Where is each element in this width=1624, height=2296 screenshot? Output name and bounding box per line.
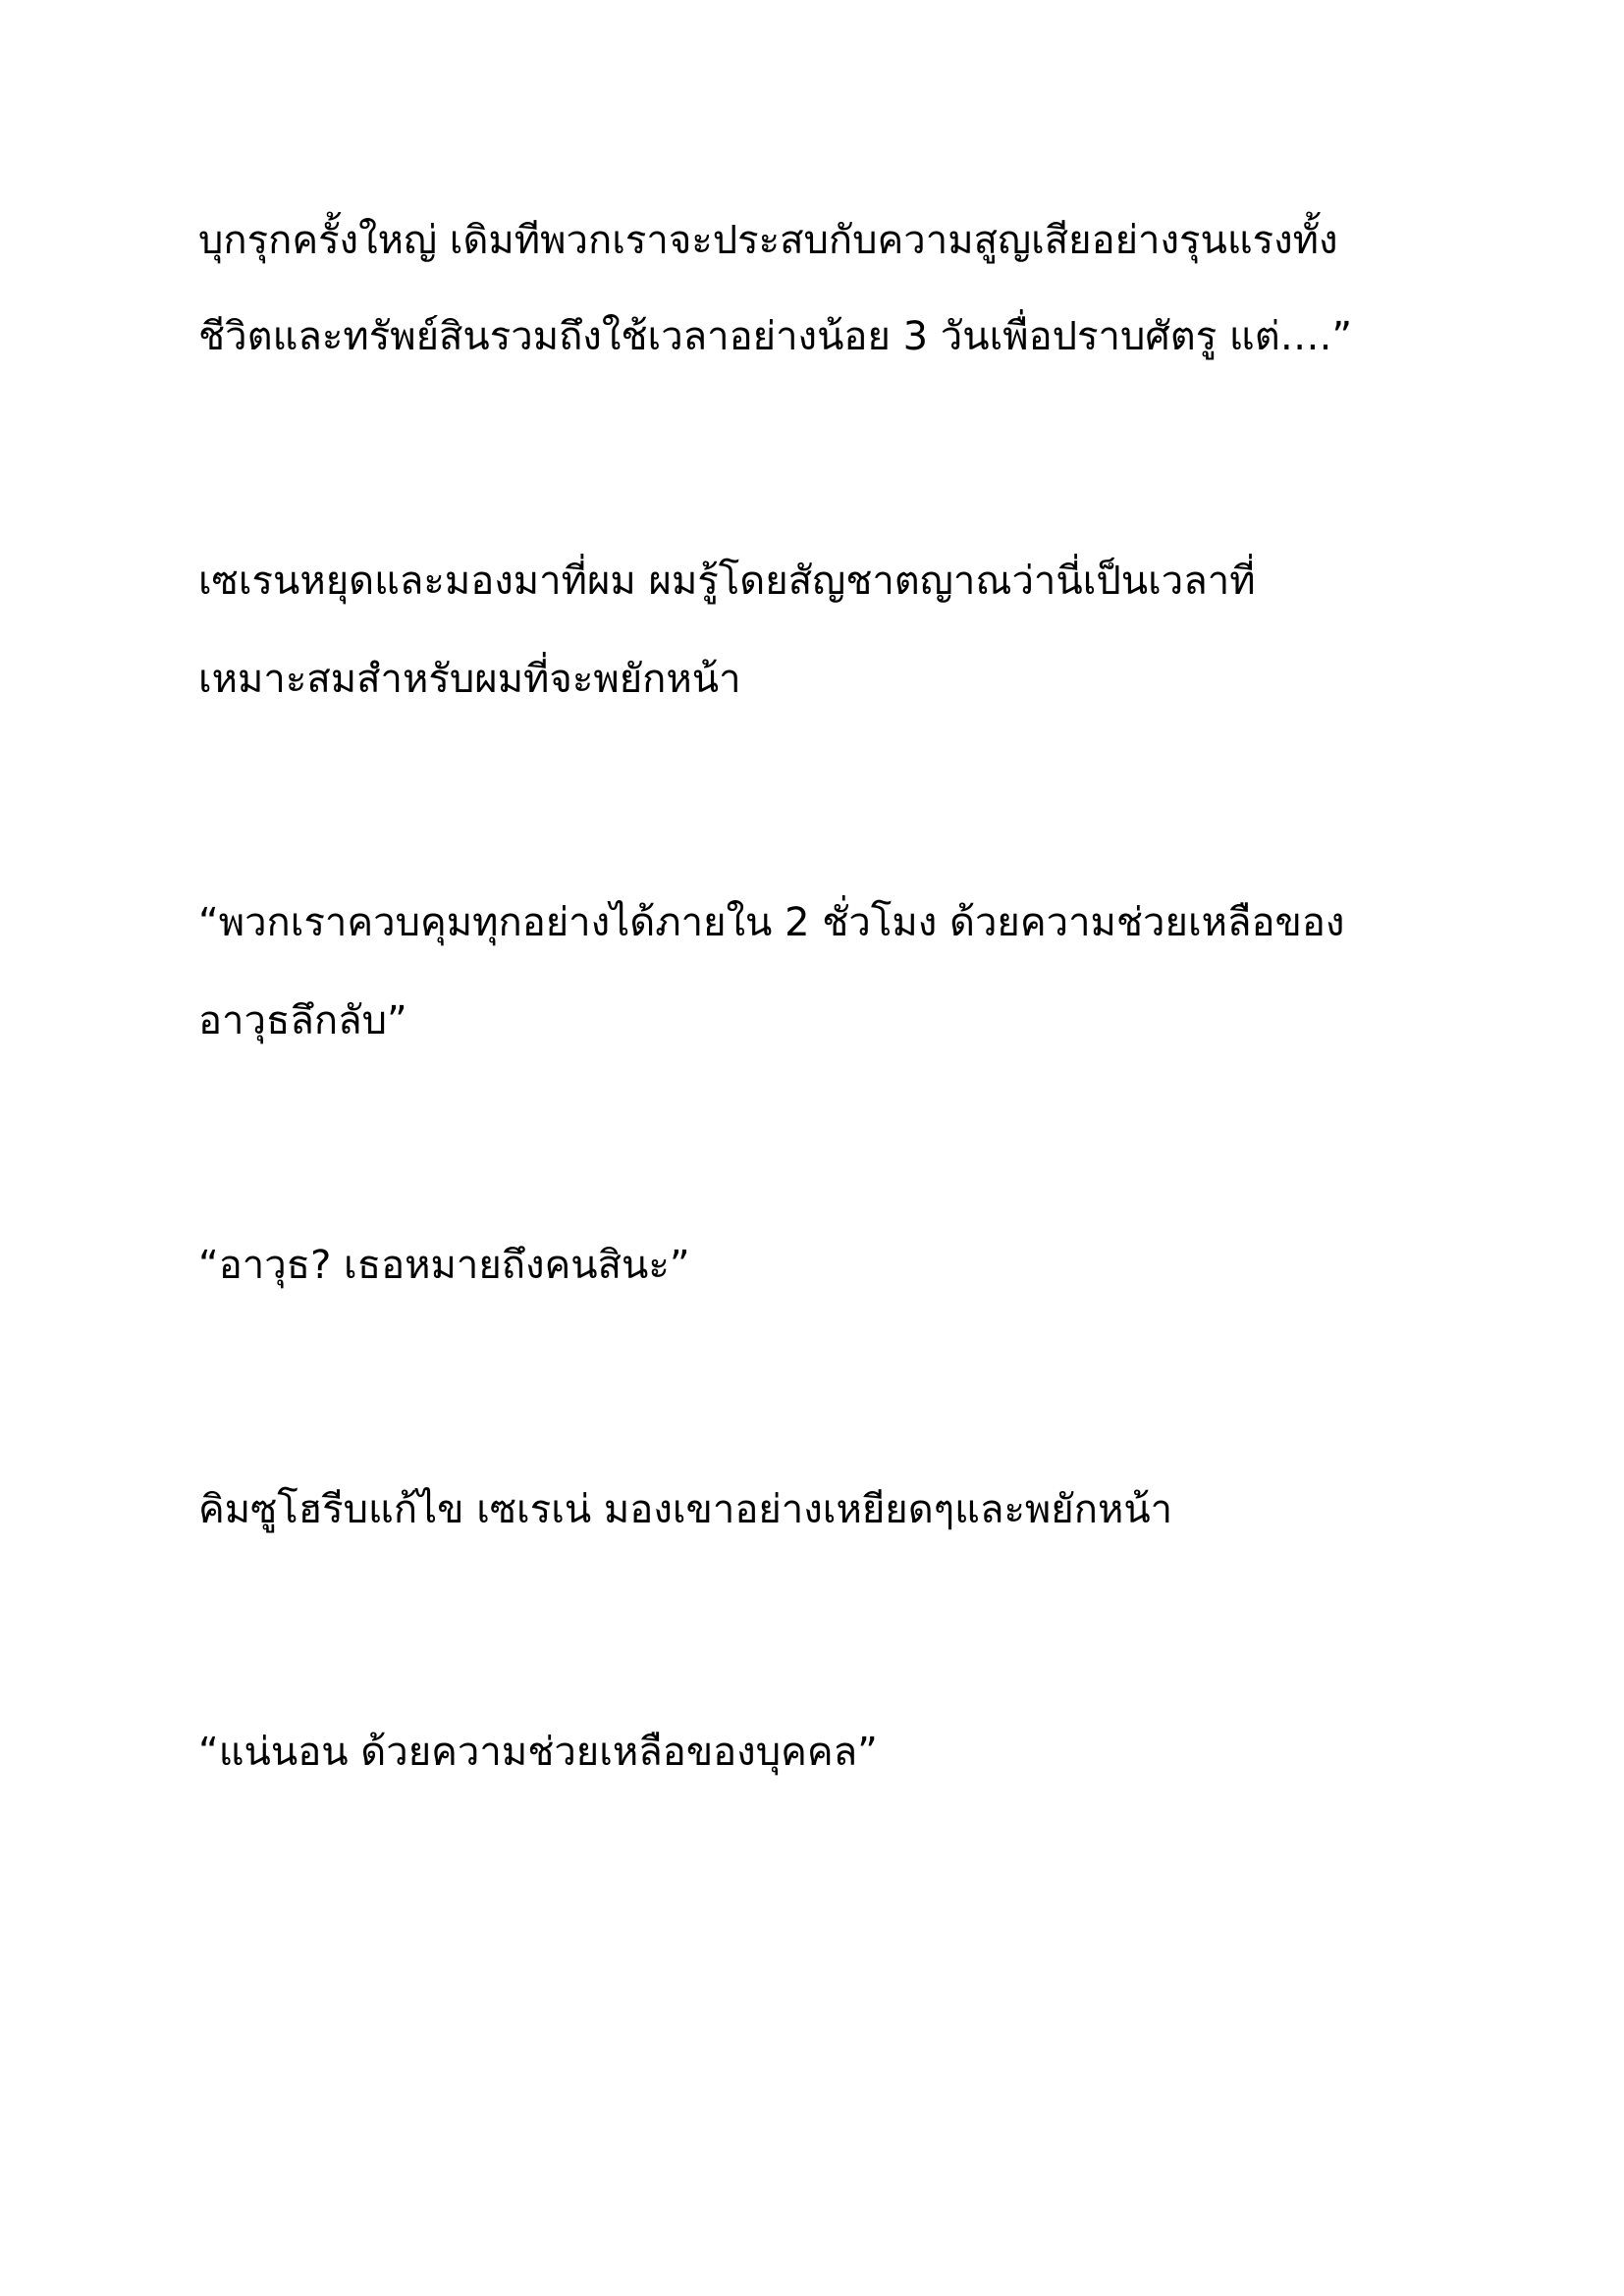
text-line: “พวกเราควบคุมทุกอย่างได้ภายใน 2 ชั่วโมง ด้วยความช่วยเหลือของ <box>198 900 1345 945</box>
text-line: คิมซูโฮรีบแก้ไข เซเรเน่ มองเขาอย่างเหยียดๆและพยักหน้า <box>198 1487 1173 1532</box>
text-line: ชีวิตและทรัพย์สินรวมถึงใช้เวลาอย่างน้อย 3 วันเพื่อปราบศัตรู แต่….” <box>198 314 1353 359</box>
text-line: อาวุธลึกลับ” <box>198 998 407 1043</box>
text-line: “แน่นอน ด้วยความช่วยเหลือของบุคคล” <box>198 1730 878 1775</box>
text-line: เซเรนหยุดและมองมาที่ผม ผมรู้โดยสัญชาตญาณว่านี่เป็นเวลาที่ <box>198 559 1256 604</box>
text-line: เหมาะสมสำหรับผมที่จะพยักหน้า <box>198 657 741 702</box>
text-line: “อาวุธ? เธอหมายถึงคนสินะ” <box>198 1243 690 1288</box>
text-line: บุกรุกครั้งใหญ่ เดิมทีพวกเราจะประสบกับความสูญเสียอย่างรุนแรงทั้ง <box>198 218 1338 263</box>
